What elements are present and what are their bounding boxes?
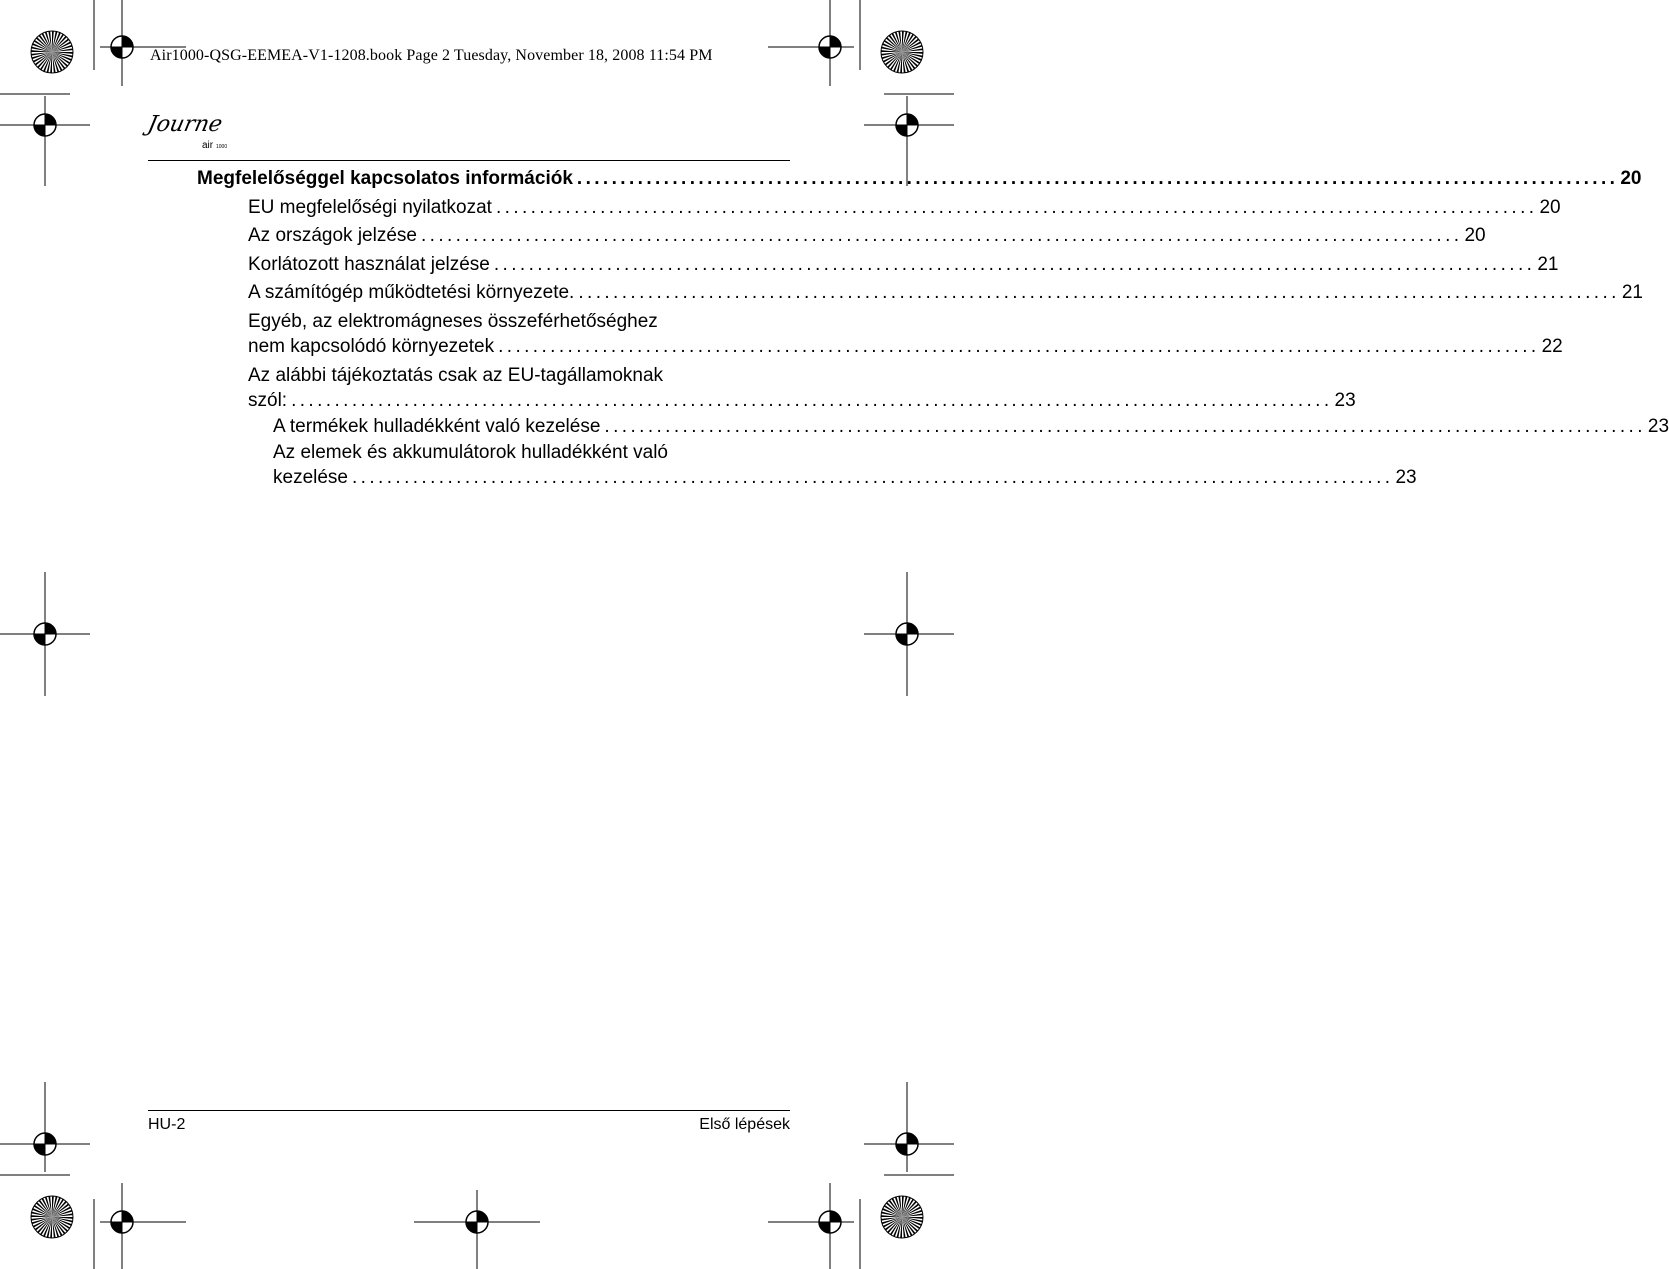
- toc-entry[interactable]: [248, 336, 1563, 360]
- registration-mark: [885, 1122, 929, 1166]
- logo-air-text: air: [202, 140, 214, 151]
- toc-entry-page: 20: [1464, 225, 1486, 246]
- toc-leader-dots: ........................................................................................................................: [495, 197, 1538, 218]
- toc-entry-title: EU megfelelőségi nyilatkozat: [248, 197, 492, 218]
- registration-mark: [885, 612, 929, 656]
- toc-entry-page: 23: [1395, 467, 1417, 488]
- registration-mark: [455, 1200, 499, 1244]
- toc-leader-dots: ........................................................................................................................: [578, 282, 1620, 303]
- toc-entry-page: 22: [1541, 336, 1563, 357]
- footer-rule: [148, 1110, 790, 1111]
- toc-entry-page: 23: [1334, 390, 1356, 411]
- book-header-slug: Air1000-QSG-EEMEA-V1-1208.book Page 2 Tuesday, November 18, 2008 11:54 PM: [150, 47, 713, 64]
- toc-leader-dots: ........................................................................................................................: [576, 168, 1619, 189]
- toc-entry[interactable]: [273, 416, 1669, 440]
- toc-leader-dots: ........................................................................................................................: [352, 467, 1394, 488]
- toc-entry[interactable]: [273, 467, 1417, 491]
- registration-mark: [100, 1200, 144, 1244]
- toc-entry-page: 20: [1620, 168, 1642, 189]
- star-target-mark: [881, 31, 923, 73]
- registration-mark: [808, 25, 852, 69]
- star-target-mark: [31, 1196, 73, 1238]
- journe-air-logo: [145, 112, 238, 164]
- toc-leader-dots: ........................................................................................................................: [604, 416, 1646, 437]
- registration-mark: [808, 1200, 852, 1244]
- toc-entry-title: Megfelelőséggel kapcsolatos információk: [197, 168, 573, 189]
- star-target-mark: [31, 31, 73, 73]
- star-target-mark: [881, 1196, 923, 1238]
- footer-page-number: HU-2: [148, 1116, 186, 1133]
- footer-section-title: Első lépések: [699, 1116, 790, 1133]
- registration-mark: [23, 1122, 67, 1166]
- toc-entry[interactable]: [197, 168, 1642, 192]
- toc-entry-title: Az országok jelzése: [248, 225, 417, 246]
- toc-entry-title: nem kapcsolódó környezetek: [248, 336, 495, 357]
- toc-leader-dots: ........................................................................................................................: [420, 225, 1463, 246]
- toc-leader-dots: ........................................................................................................................: [493, 254, 1536, 275]
- toc-entry[interactable]: [248, 225, 1486, 249]
- toc-entry-page: 20: [1539, 197, 1561, 218]
- toc-entry-title: kezelése: [273, 467, 348, 488]
- toc-entry[interactable]: [248, 254, 1559, 278]
- toc-entry-title: A számítógép működtetési környezete.: [248, 282, 575, 303]
- toc-entry[interactable]: [248, 197, 1561, 221]
- toc-entry-title: szól:: [248, 390, 288, 411]
- toc-leader-dots: ........................................................................................................................: [291, 390, 1333, 411]
- toc-entry-page: 21: [1537, 254, 1559, 275]
- toc-leader-dots: ........................................................................................................................: [498, 336, 1540, 357]
- toc-entry-title-line1: Az alábbi tájékoztatás csak az EU-tagállamoknak: [248, 365, 664, 386]
- toc-entry[interactable]: [248, 282, 1643, 306]
- toc-entry-page: 21: [1621, 282, 1643, 303]
- toc-entry-title: A termékek hulladékként való kezelése: [273, 416, 601, 437]
- toc-entry-title: Korlátozott használat jelzése: [248, 254, 490, 275]
- registration-mark: [23, 103, 67, 147]
- toc-entry-title-line1: Az elemek és akkumulátorok hulladékként való: [273, 442, 668, 463]
- toc-entry-page: 23: [1647, 416, 1669, 437]
- registration-mark: [100, 25, 144, 69]
- header-rule: [148, 160, 790, 161]
- logo-model-text: 1000: [216, 144, 228, 150]
- logo-script-text: Journe: [145, 112, 225, 137]
- toc-entry-title-line1: Egyéb, az elektromágneses összeférhetőséghez: [248, 311, 658, 332]
- registration-mark: [885, 103, 929, 147]
- registration-mark: [23, 612, 67, 656]
- toc-entry[interactable]: [248, 390, 1356, 414]
